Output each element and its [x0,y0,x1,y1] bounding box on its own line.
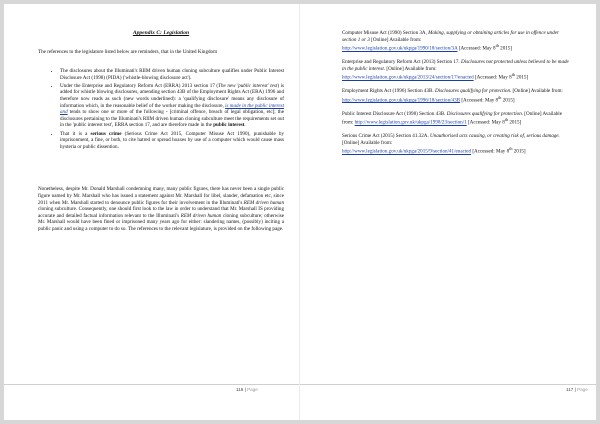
reference-link[interactable]: http://www.legislation.gov.uk/ukpga/1998/23/section/1 [354,119,467,126]
legislation-bullet-list [38,68,284,150]
reference-computer-misuse-act: Computer Misuse Act (1990) Section 3A, Making, supplying or obtaining articles for use in offence under section 1 or 3 [Online] Available from: http://www.legislation.gov.uk/ukpga/1990/18/section/3A [Accessed: May 8th 2015] [342,30,559,52]
page-117 [300,4,596,420]
body-paragraph: Nonetheless, despite Mr. Donald Marshall condemning many, many public figures, there has never been a single public figure named by Mr. Marshall who has issued a statement against Mr. Marshall for libel, slander, defamation etc, since 2011 when Mr. Marshall started to denounce public figures for their involvement in the Illuminati's REM driven human cloning subculture. Consequently, one should first look to the law in order to understand that Mr. Marshall IS providing accurate and detailed factual information relevant to the Illuminati's REM driven human cloning subculture; otherwise Mr. Marshall would have been fined or imprisoned many years ago for either: slandering names, (possibly) inciting a public panic and using a computer to do so. The references to the relevant legislature, is provided on the following page. [38,186,284,232]
bullet-pida: • The disclosures about the Illuminati's RIIM driven human cloning subculture qualifies under Public Interest Disclosure Act (1998) (PIDA) ('whistle-blowing disclosure act'). [60,68,284,81]
reference-erra: Enterprise and Regulatory Reform Act (2013) Section 17. Disclosures not protected unless believed to be made in the public interest. [Online] Available from: http://www.legislation.gov.uk/ukpga/2013/24/section/17/enacted [Accessed: May 8th 2015] [342,59,569,81]
intro-paragraph: The references to the legislature listed below are reminders, that in the United Kingdom [38,48,218,55]
reference-pida: Public Interest Disclosure Act (1998) Section 43B. Disclosures qualifying for protection. [Online] Available from: http://www.legislation.gov.uk/ukpga/1998/23/section/1 [Accessed: May 8th 2015] [342,110,562,126]
page-content [38,30,284,238]
bullet-erra: • Under the Enterprise and Regulatory Reform Act (ERRA) 2013 section 17 (The new 'public interest' test) is added for whistle blowing disclosures, amending section 43B of the Employment Rights Act (ERA) 1996 and therefore now reads as such (new words underlined): a 'qualifying disclosure' means any disclosure of information which, in the reasonable belief of the worker making the disclosure, is made in the public interest and tends to show one or more of the following - [criminal offence, breach of legal obligation, etc]; the disclosures pertaining to the Illuminati's RIIM driven human cloning subculture meet the requirements set out in the 'public interest test', ERRA section 17, and are therefore made in the public interest. [60,83,284,129]
reference-link[interactable]: http://www.legislation.gov.uk/ukpga/2015/9/section/41/enacted [342,148,472,155]
document-spread [4,4,596,420]
page-number: 116 [236,387,244,392]
reference-serious-crime-act: Serious Crime Act (2015) Section 41.32A. Unauthorised acts causing, or creating risk of, serious damage. [Online] Available from: http://www.legislation.gov.uk/ukpga/2015/9/section/41/enacted [Accessed: May 8th 2015] [342,133,560,155]
page-116 [4,4,300,420]
underlined-phrase: is made in the public interest and [60,102,284,116]
footer-separator: | [244,387,246,392]
reference-link[interactable]: http://www.legislation.gov.uk/ukpga/2013/24/section/17/enacted [342,74,474,81]
bullet-serious-crime: • That it is a serious crime (Serious Crime Act 2015, Computer Misuse Act 1990), punishable by imprisonment, a fine, or both, to cite hatred or spread hoaxes by use of a computer which would cause mass hysteria or public dissention. [60,131,284,151]
reference-link[interactable]: http://www.legislation.gov.uk/ukpga/1990/18/section/3A [342,45,458,52]
page-content [342,30,572,162]
appendix-heading: Appendix C: Legislation [132,30,190,36]
page-label: Page [577,387,588,392]
page-number: 117 [566,387,574,392]
page-footer [4,384,300,392]
footer-separator: | [574,387,576,392]
reference-link[interactable]: http://www.legislation.gov.uk/ukpga/1996/18/section/43B [342,97,461,104]
page-footer [300,384,596,392]
page-label: Page [247,387,258,392]
reference-employment-rights-act: Employment Rights Act (1996) Section 43B. Disclosures qualifying for protection. [Online] Available from: http://www.legislation.gov.uk/ukpga/1996/18/section/43B [Accessed: May 8th 2015] [342,88,563,104]
